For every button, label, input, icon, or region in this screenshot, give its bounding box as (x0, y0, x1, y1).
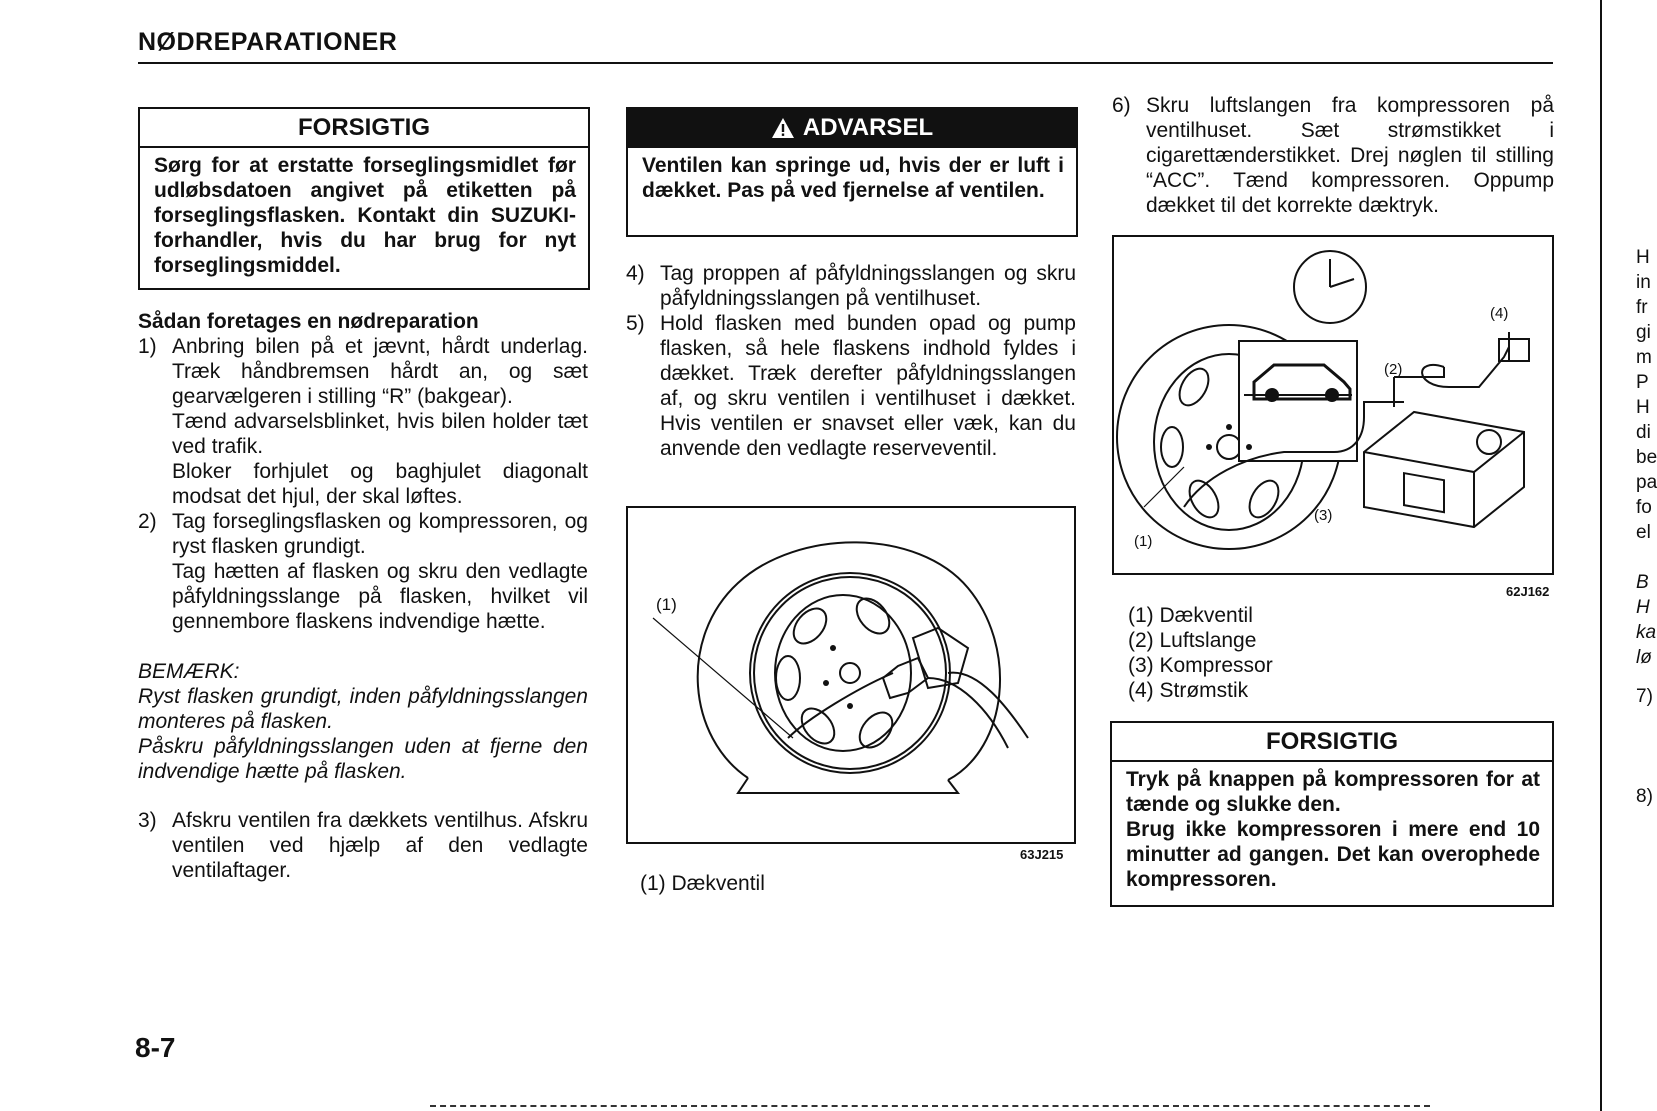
step-text: Hold flasken med bunden opad og pump flasken, så hele flaskens indhold fyldes i dækket. Træk derefter påfyldningsslangen af, og skru ventilen i ventilhuset i dækket. Hvis ventilen er snavset eller væk, kan du anvende den vedlagte reserveventil. (660, 312, 1076, 460)
page-header-title: NØDREPARATIONER (138, 28, 398, 56)
edge-line: fo (1636, 497, 1652, 518)
figure2-legend (1128, 603, 1273, 703)
edge-text (1636, 245, 1657, 809)
bottom-dashed-line (430, 1105, 1430, 1107)
compressor-illustration (1114, 237, 1552, 573)
legend-item: (1) Dækventil (1128, 604, 1253, 627)
step-text: Afskru ventilen fra dækkets ventilhus. Afskru ventilen ved hjælp af den vedlagte ventilaftager. (172, 809, 588, 882)
steps-middle (626, 261, 1076, 461)
figure2-callout-1: (1) (1134, 533, 1153, 550)
edge-number: 8) (1636, 786, 1653, 807)
step-text: Tag forseglingsflasken og kompressoren, og ryst flasken grundigt. (172, 510, 588, 558)
note-block (138, 659, 588, 784)
note-text: Påskru påfyldningsslangen uden at fjerne den indvendige hætte på flasken. (138, 735, 588, 783)
figure2-callout-2: (2) (1384, 361, 1403, 378)
caution-box-left (138, 107, 590, 290)
step-text: Skru luftslangen fra kompressoren på ventilhuset. Sæt strømstikket i cigarettænderstikket. Drej nøglen til stilling “ACC”. Tænd kompressoren. Oppump dækket til det korrekte dæktryk. (1146, 94, 1554, 217)
edge-line: P (1636, 372, 1649, 393)
step-3 (138, 808, 588, 883)
step-6 (1112, 93, 1554, 218)
caution-body: Sørg for at erstatte forseglingsmidlet før udløbsdatoen angivet på etiketten på forseglingsflasken. Kontakt din SUZUKI-forhandler, hvis du har brug for nyt forseglingsmiddel. (154, 154, 576, 277)
caution-title: FORSIGTIG (140, 109, 588, 148)
edge-line: fr (1636, 297, 1648, 318)
warning-title: ADVARSEL (802, 114, 934, 141)
step-text: Bloker forhjulet og baghjulet diagonalt modsat det hjul, der skal løftes. (172, 460, 588, 508)
edge-line: di (1636, 422, 1651, 443)
edge-line: in (1636, 272, 1651, 293)
legend-item: (2) Luftslange (1128, 629, 1257, 652)
edge-line: lø (1636, 647, 1652, 668)
figure1-legend: (1) Dækventil (640, 872, 765, 895)
step-2 (138, 509, 588, 634)
edge-line: gi (1636, 322, 1651, 343)
caution-body-2: Brug ikke kompressoren i mere end 10 minutter ad gangen. Det kan overophede kompressoren. (1126, 818, 1540, 891)
caution-box-right (1110, 721, 1554, 907)
warning-box (626, 107, 1078, 237)
note-label: BEMÆRK: (138, 660, 240, 683)
step-text: Tænd advarselsblinket, hvis bilen holder tæt ved trafik. (172, 410, 588, 458)
figure-compressor (1112, 235, 1554, 575)
procedure-section (138, 309, 588, 883)
edge-line: H (1636, 397, 1650, 418)
edge-line: H (1636, 247, 1650, 268)
step-text: Anbring bilen på et jævnt, hårdt underlag. Træk håndbremsen hårdt an, og sæt gearvælgeren i stilling “R” (bakgear). (172, 335, 588, 408)
edge-line: ka (1636, 622, 1657, 643)
step-number: 5) (626, 312, 645, 335)
step-4 (626, 261, 1076, 311)
step-text: Tag proppen af påfyldningsslangen og skru påfyldningsslangen på ventilhuset. (660, 262, 1076, 310)
edge-line: H (1636, 597, 1650, 618)
step-number: 3) (138, 809, 157, 832)
edge-line: m (1636, 347, 1652, 368)
step-text: Tag hætten af flasken og skru den vedlagte påfyldningsslange på flasken, hvilket vil gennembore flaskens indvendige hætte. (172, 560, 588, 633)
figure-tire-sealant (626, 506, 1076, 844)
step-5 (626, 311, 1076, 461)
warning-triangle-icon (771, 117, 795, 139)
edge-line: B (1636, 572, 1649, 593)
step-number: 2) (138, 510, 157, 533)
legend-item: (3) Kompressor (1128, 654, 1273, 677)
caution-title: FORSIGTIG (1112, 723, 1552, 762)
tire-sealant-illustration (628, 508, 1074, 842)
warning-header (628, 109, 1076, 148)
step-number: 6) (1112, 94, 1131, 117)
caution-body-1: Tryk på knappen på kompressoren for at tænde og slukke den. (1126, 768, 1540, 816)
edge-number: 7) (1636, 686, 1653, 707)
procedure-heading: Sådan foretages en nødreparation (138, 310, 479, 333)
warning-body: Ventilen kan springe ud, hvis der er luft i dækket. Pas på ved fjernelse af ventilen. (642, 154, 1064, 202)
figure2-callout-4: (4) (1490, 305, 1509, 322)
figure1-code: 63J215 (1020, 847, 1064, 862)
legend-item: (4) Strømstik (1128, 679, 1249, 702)
step-6-block (1112, 93, 1554, 218)
note-text: Ryst flasken grundigt, inden påfyldningsslangen monteres på flasken. (138, 685, 588, 733)
figure1-callout: (1) (656, 595, 677, 614)
step-number: 4) (626, 262, 645, 285)
step-number: 1) (138, 335, 157, 358)
edge-line: el (1636, 522, 1651, 543)
figure2-callout-3: (3) (1314, 507, 1333, 524)
edge-line: pa (1636, 472, 1657, 493)
page-number: 8-7 (135, 1032, 176, 1063)
figure2-code: 62J162 (1506, 584, 1550, 599)
header-rule (138, 62, 1553, 64)
edge-line: be (1636, 447, 1657, 468)
step-1 (138, 334, 588, 509)
next-page-edge (1600, 0, 1657, 1111)
